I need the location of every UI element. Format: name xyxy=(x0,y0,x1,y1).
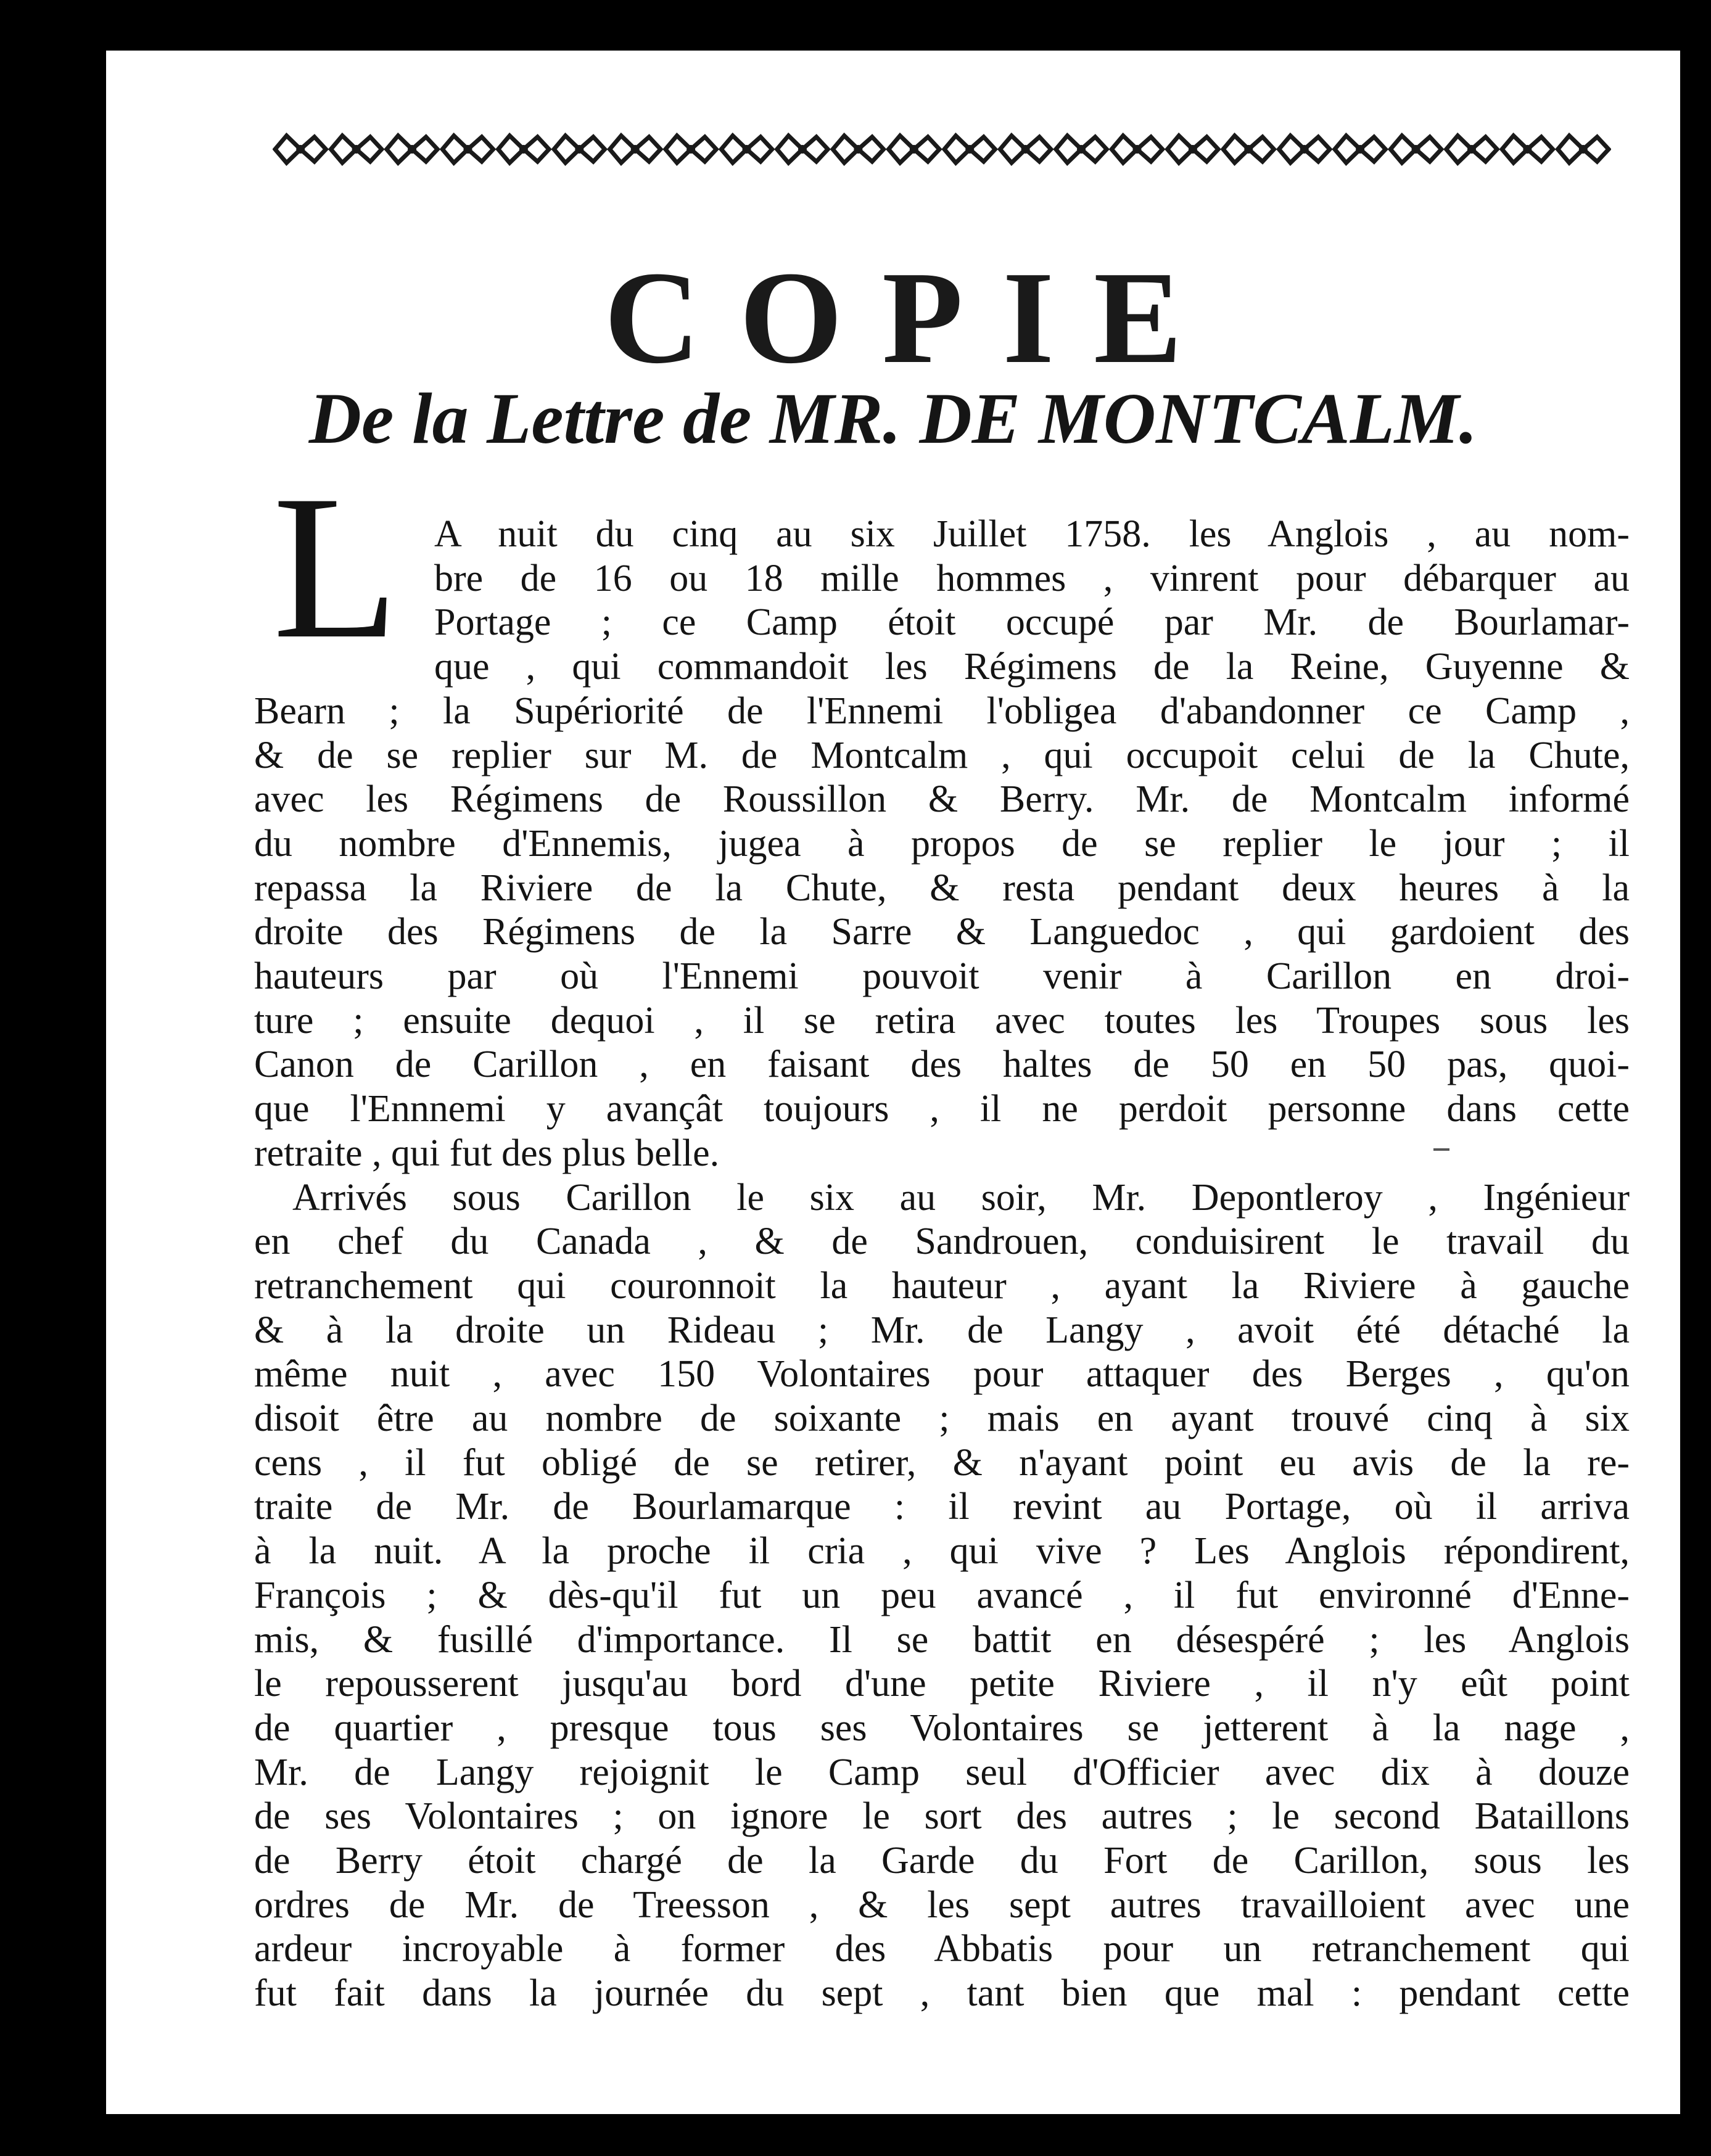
ornament-motif xyxy=(1558,136,1609,163)
ornament-motif xyxy=(1390,136,1441,163)
text-line: Canon de Carillon , en faisant des haltes de 50 en 50 pas, quoi- xyxy=(254,1043,1630,1086)
ornament-motif xyxy=(610,136,661,163)
drop-cap-letter: L xyxy=(273,453,399,681)
text-line: avec les Régimens de Roussillon & Berry. Mr. de Montcalm informé xyxy=(254,778,1630,821)
text-line: retranchement qui couronnoit la hauteur , ayant la Riviere à gauche xyxy=(254,1264,1630,1307)
ornament-motif xyxy=(721,136,772,163)
text-line: bre de 16 ou 18 mille hommes , vinrent pour débarquer au xyxy=(434,557,1630,599)
text-line: repassa la Riviere de la Chute, & resta pendant deux heures à la xyxy=(254,866,1630,909)
text-line: retraite , qui fut des plus belle. xyxy=(254,1132,720,1174)
ornament-motif xyxy=(554,136,604,163)
text-line: & de se replier sur M. de Montcalm , qui occupoit celui de la Chute, xyxy=(254,734,1630,776)
text-line: cens , il fut obligé de se retirer, & n'ayant point eu avis de la re- xyxy=(254,1441,1630,1484)
text-line: que , qui commandoit les Régimens de la Reine, Guyenne & xyxy=(434,646,1630,688)
document-page xyxy=(106,51,1680,2114)
text-line: en chef du Canada , & de Sandrouen, conduisirent le travail du xyxy=(254,1220,1630,1263)
text-line: ordres de Mr. de Treesson , & les sept autres travailloient avec une xyxy=(254,1883,1630,1926)
ornament-motif xyxy=(889,136,939,163)
ornament-motif xyxy=(1168,136,1218,163)
text-line: droite des Régimens de la Sarre & Languedoc , qui gardoient des xyxy=(254,911,1630,953)
letter-subtitle: De la Lettre de MR. DE MONTCALM. xyxy=(308,378,1478,459)
text-line: Arrivés sous Carillon le six au soir, Mr. Depontleroy , Ingénieur xyxy=(292,1176,1630,1219)
ornament-motif xyxy=(275,136,326,163)
end-dash xyxy=(1433,1148,1449,1151)
ornament-motif xyxy=(1056,136,1107,163)
page-title: COPIE xyxy=(604,244,1222,391)
ornament-motif xyxy=(666,136,716,163)
text-line: ardeur incroyable à former des Abbatis pour un retranchement qui xyxy=(254,1928,1630,1970)
text-line: hauteurs par où l'Ennemi pouvoit venir à Carillon en droi- xyxy=(254,955,1630,997)
ornament-motif xyxy=(1502,136,1552,163)
ornament-motif xyxy=(777,136,828,163)
decorative-border-ornament xyxy=(273,130,1611,169)
text-line: à la nuit. A la proche il cria , qui vive ? Les Anglois répondirent, xyxy=(254,1530,1630,1573)
ornament-motif xyxy=(944,136,995,163)
ornament-motif xyxy=(1335,136,1385,163)
text-line: A nuit du cinq au six Juillet 1758. les Anglois , au nom- xyxy=(434,513,1630,555)
text-line: Portage ; ce Camp étoit occupé par Mr. de Bourlamar- xyxy=(434,601,1630,644)
ornament-motif xyxy=(1446,136,1497,163)
ornament-motif xyxy=(442,136,493,163)
text-line: que l'Ennnemi y avançât toujours , il ne perdoit personne dans cette xyxy=(254,1088,1630,1130)
text-line: fut fait dans la journée du sept , tant bien que mal : pendant cette xyxy=(254,1972,1630,2015)
text-line: & à la droite un Rideau ; Mr. de Langy , avoit été détaché la xyxy=(254,1309,1630,1351)
ornament-motif xyxy=(1000,136,1050,163)
text-line: mis, & fusillé d'importance. Il se battit en désespéré ; les Anglois xyxy=(254,1618,1630,1661)
ornament-motif xyxy=(387,136,437,163)
text-line: ture ; ensuite dequoi , il se retira avec toutes les Troupes sous les xyxy=(254,999,1630,1042)
text-line: Bearn ; la Supériorité de l'Ennemi l'obligea d'abandonner ce Camp , xyxy=(254,689,1630,732)
ornament-motif xyxy=(1223,136,1274,163)
text-line: même nuit , avec 150 Volontaires pour attaquer des Berges , qu'on xyxy=(254,1353,1630,1396)
text-line: François ; & dès-qu'il fut un peu avancé , il fut environné d'Enne- xyxy=(254,1574,1630,1616)
ornament-motif xyxy=(498,136,549,163)
ornament-motif xyxy=(1111,136,1162,163)
ornament-motif xyxy=(1279,136,1330,163)
text-line: Mr. de Langy rejoignit le Camp seul d'Officier avec dix à douze xyxy=(254,1751,1630,1793)
text-line: du nombre d'Ennemis, jugea à propos de se replier le jour ; il xyxy=(254,822,1630,865)
text-line: de quartier , presque tous ses Volontaires se jetterent à la nage , xyxy=(254,1706,1630,1749)
ornament-motif xyxy=(331,136,381,163)
text-line: de Berry étoit chargé de la Garde du Fort de Carillon, sous les xyxy=(254,1840,1630,1882)
ornament-motif xyxy=(833,136,883,163)
text-line: traite de Mr. de Bourlamarque : il revint au Portage, où il arriva xyxy=(254,1486,1630,1528)
text-line: le repousserent jusqu'au bord d'une petite Riviere , il n'y eût point xyxy=(254,1663,1630,1705)
text-line: de ses Volontaires ; on ignore le sort des autres ; le second Bataillons xyxy=(254,1795,1630,1838)
text-line: disoit être au nombre de soixante ; mais en ayant trouvé cinq à six xyxy=(254,1397,1630,1439)
